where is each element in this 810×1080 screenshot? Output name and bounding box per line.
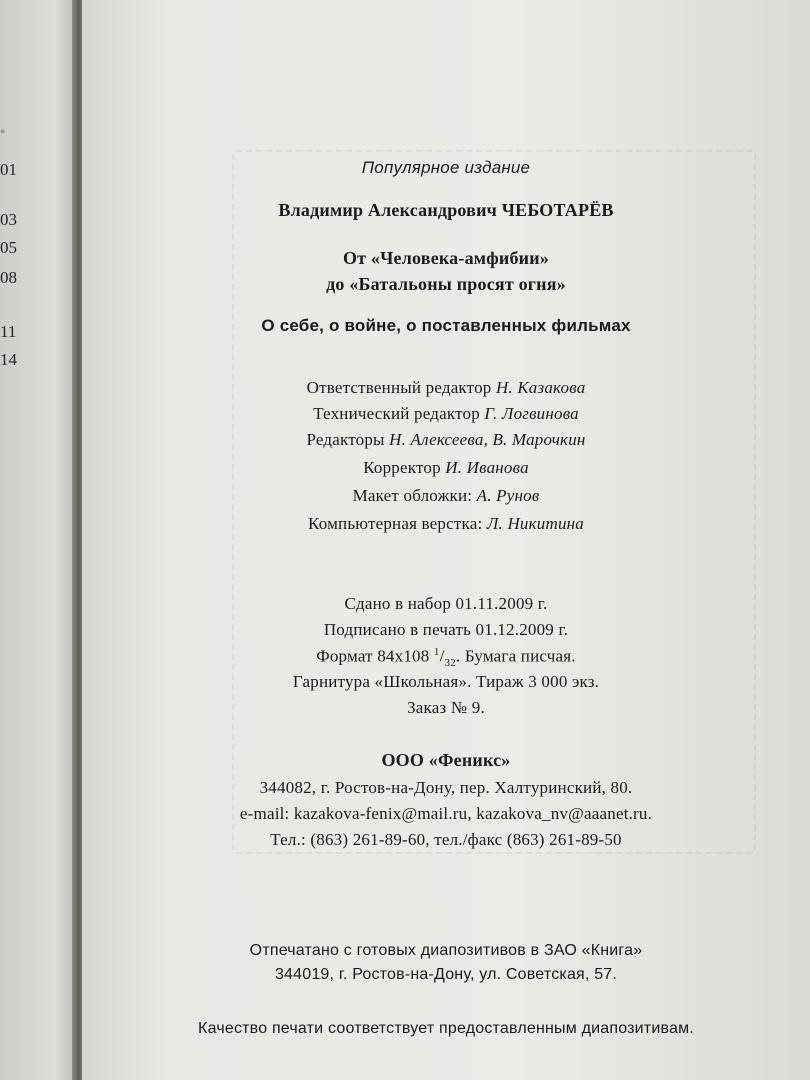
credit-name: Л. Никитина [486,514,584,533]
credit-name: И. Иванова [445,458,529,477]
left-page-fragment: 05 [0,238,17,257]
book-title-line1: От «Человека-амфибии» [342,248,550,268]
format-denominator: 32 [444,657,456,670]
credit-name: Н. Алексеева, В. Марочкин [389,430,586,449]
credit-line [82,514,810,534]
publisher-name: ООО «Феникс» [381,750,511,770]
left-page-fragment: 11 [0,322,17,341]
typeset-date: Сдано в набор 01.11.2009 г. [344,594,548,613]
credit-name: Н. Казакова [495,378,586,397]
print-quality-note: Качество печати соответствует предоставленным диапозитивам. [198,1020,694,1037]
book-title-line2: до «Батальоны просят огня» [326,274,566,294]
left-page-fragment: 03 [0,210,17,229]
publisher-address: 344082, г. Ростов-на-Дону, пер. Халтуринский, 80. [259,778,633,797]
format-prefix: Формат 84x108 [316,646,434,666]
credit-line [82,378,810,398]
left-page-bullet: ▪ [0,124,6,140]
publisher-email: e-mail: kazakova-fenix@mail.ru, kazakova_nv@aaanet.ru. [239,804,653,823]
credit-role: Макет обложки: [352,486,477,505]
credit-role: Технический редактор [313,404,485,423]
credit-role: Корректор [363,458,446,477]
left-page-fragment: 08 [0,268,17,287]
credit-line [82,458,810,478]
credit-role: Компьютерная верстка: [308,514,487,533]
edition-type: Популярное издание [361,158,531,177]
author-name: Владимир Александрович ЧЕБОТАРЁВ [278,200,614,220]
left-page-fragment: 14 [0,350,17,369]
typeface-circulation: Гарнитура «Школьная». Тираж 3 000 экз. [292,672,600,691]
credit-name: Г. Логвинова [484,404,579,423]
format-suffix: . Бумага писчая. [455,646,576,666]
format-numerator: 1 [433,646,440,658]
credit-line [82,430,810,450]
printer-line2: 344019, г. Ростов-на-Дону, ул. Советская, 57. [274,966,618,983]
credit-role: Редакторы [306,430,390,449]
printer-line1: Отпечатано с готовых диапозитивов в ЗАО «Книга» [249,942,643,959]
imprint-page [82,0,810,1080]
publisher-phone: Тел.: (863) 261-89-60, тел./факс (863) 261-89-50 [270,830,622,849]
credit-line [82,404,810,424]
order-number: Заказ № 9. [407,698,485,717]
credit-line [82,486,810,506]
format-line: Формат 84x108 $^1/_{32}$. Бумага писчая. [316,646,576,670]
left-page-fragment: 01 [0,160,17,179]
left-page-edge [0,0,78,1080]
credit-role: Ответственный редактор [306,378,496,397]
book-subtitle: О себе, о войне, о поставленных фильмах [261,316,631,335]
signed-date: Подписано в печать 01.12.2009 г. [323,620,569,639]
credit-name: А. Рунов [476,486,540,505]
